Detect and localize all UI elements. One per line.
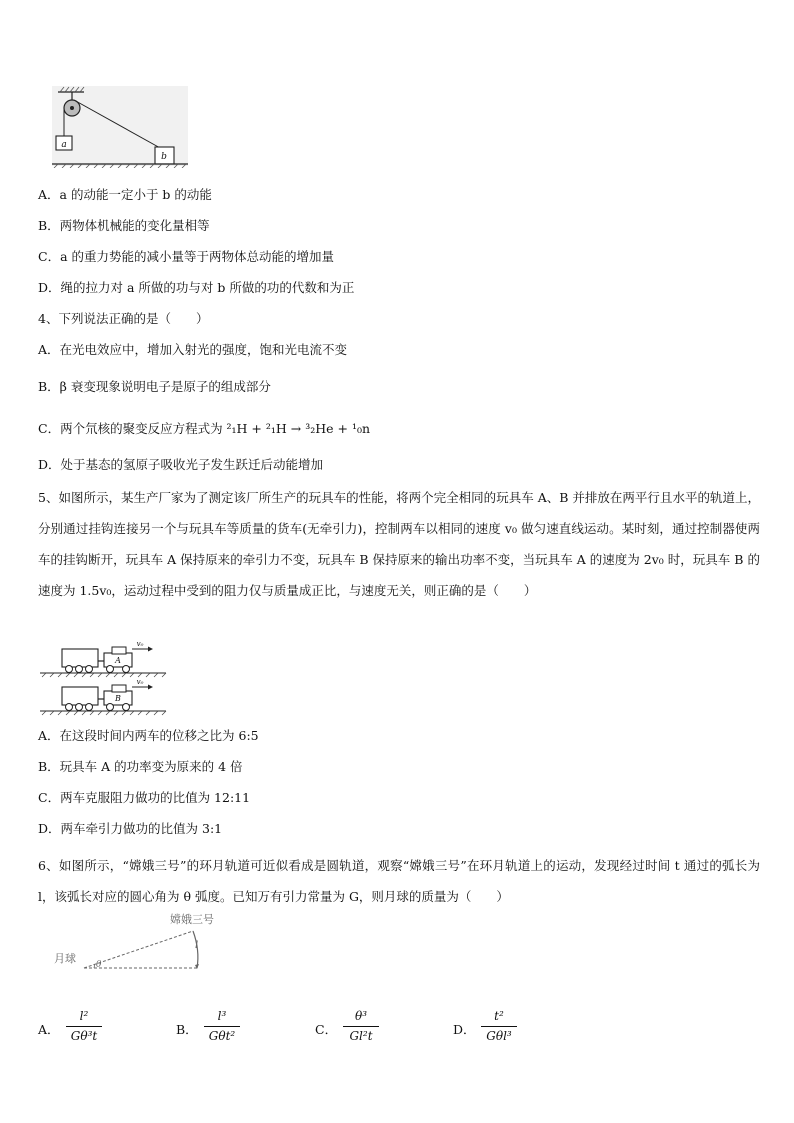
toy-car-figure: [38, 641, 168, 717]
block-a-label: a: [61, 140, 67, 150]
arc-label: l: [195, 940, 199, 951]
q6-option-d-num: t²: [494, 1009, 504, 1023]
q6-option-a-den: Gθ³t: [70, 1029, 98, 1043]
q5-option-b: B．玩具车 A 的功率变为原来的 4 倍: [38, 759, 243, 774]
q6-option-a: [38, 1008, 148, 1050]
q3-option-c: C．a 的重力势能的减小量等于两物体总动能的增加量: [38, 249, 334, 264]
q6-option-b: [176, 1008, 286, 1050]
q6-option-a-label: A．: [38, 1022, 60, 1037]
q6-option-b-num: l³: [217, 1009, 227, 1023]
block-b-label: b: [161, 152, 167, 162]
pulley-figure: [52, 86, 192, 168]
q4-option-a: A．在光电效应中，增加入射光的强度，饱和光电流不变: [38, 342, 348, 357]
q6-option-b-den: Gθt²: [208, 1029, 236, 1043]
q3-option-b: B．两物体机械能的变化量相等: [38, 218, 210, 233]
q3-option-d: D．绳的拉力对 a 所做的功与对 b 所做的功的代数和为正: [38, 280, 355, 295]
q5-stem: 5、如图所示，某生产厂家为了测定该厂所生产的玩具车的性能，将两个完全相同的玩具车 A、B 并排放在两平行且水平的轨道上，分别通过挂钩连接另一个与玩具车等质量的货车(无牵引力)，控制两车以相同的速度 v₀ 做匀速直线运动。某时刻，通过控制器使两车的挂钩断开，玩具车 A 保持原来的牵引力不变，玩具车 B 保持原来的输出功率不变，当玩具车 A 的速度为 2v₀ 时，玩具车 B 的速度为 1.5v₀，运动过程中受到的阻力仅与质量成正比，与速度无关，则正确的是（ ）: [38, 490, 760, 598]
q6-option-a-num: l²: [79, 1009, 89, 1023]
speed-label-a: v₀: [136, 641, 144, 648]
car-a-label: A: [115, 656, 121, 665]
q4-stem: 4、下列说法正确的是（ ）: [38, 311, 209, 326]
q6-option-b-label: B．: [176, 1022, 198, 1037]
q6-option-c: [315, 1008, 425, 1050]
q6-option-c-label: C．: [315, 1022, 338, 1037]
speed-label-b: v₀: [136, 678, 144, 686]
car-b-label: B: [115, 694, 121, 703]
q6-option-d-label: D．: [453, 1022, 476, 1037]
angle-label: θ: [96, 960, 102, 970]
q6-option-d: [453, 1008, 563, 1050]
lunar-orbit-figure: [52, 910, 242, 976]
q6-option-d-den: Gθl³: [486, 1029, 512, 1043]
q5-option-a: A．在这段时间内两车的位移之比为 6:5: [38, 728, 259, 743]
q6-option-c-num: θ³: [354, 1009, 368, 1023]
q4-option-b: B．β 衰变现象说明电子是原子的组成部分: [38, 379, 271, 394]
q6-option-c-den: Gl²t: [349, 1029, 373, 1043]
q5-option-d: D．两车牵引力做功的比值为 3:1: [38, 821, 223, 836]
q6-stem: 6、如图所示，“嫦娥三号”的环月轨道可近似看成是圆轨道，观察“嫦娥三号”在环月轨道上的运动，发现经过时间 t 通过的弧长为 l，该弧长对应的圆心角为 θ 弧度。已知万有引力常量为 G，则月球的质量为（ ）: [38, 858, 760, 904]
q4-option-d: D．处于基态的氢原子吸收光子发生跃迁后动能增加: [38, 457, 324, 472]
craft-label: 嫦娥三号: [170, 913, 214, 926]
q5-option-c: C．两车克服阻力做功的比值为 12:11: [38, 790, 251, 805]
moon-label: 月球: [54, 952, 76, 965]
q4-option-c: C．两个氘核的聚变反应方程式为 ²₁H + ²₁H → ³₂He + ¹₀n: [38, 421, 371, 436]
q3-option-a: A．a 的动能一定小于 b 的动能: [38, 187, 212, 202]
